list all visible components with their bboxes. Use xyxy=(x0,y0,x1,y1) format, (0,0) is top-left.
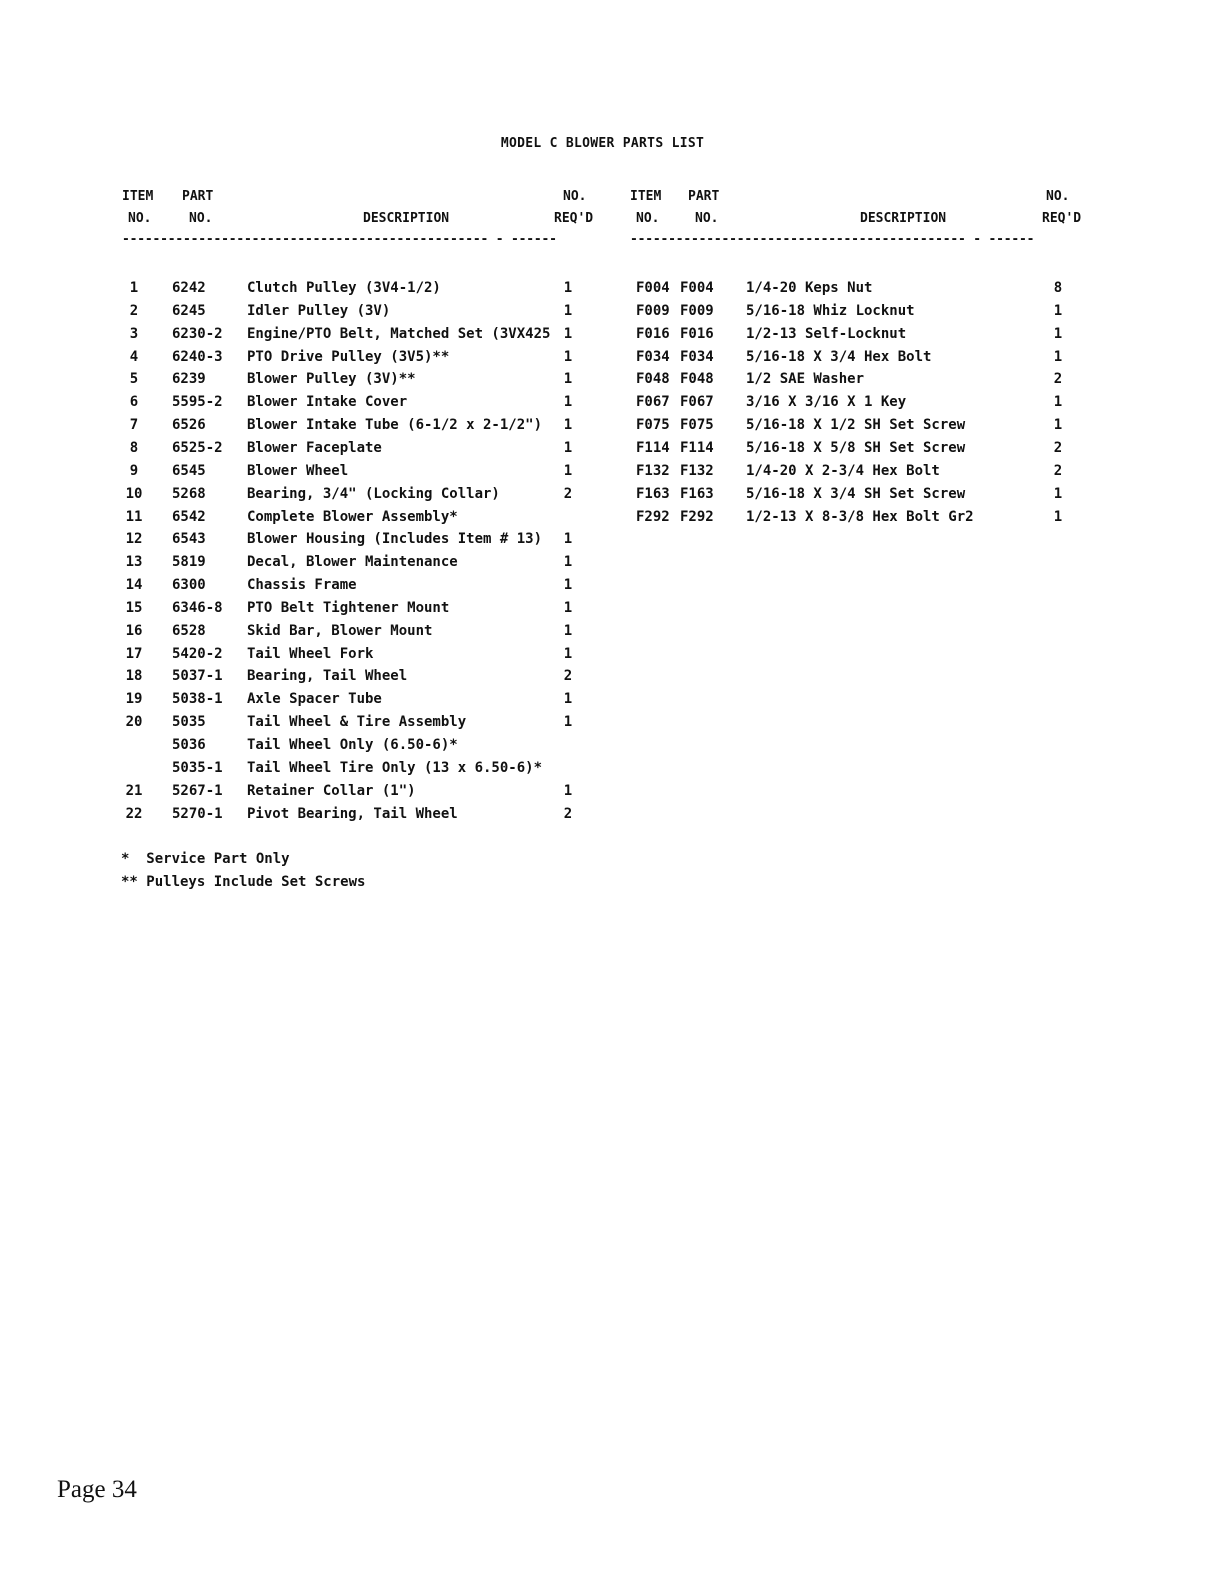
part-no-cell: F034 xyxy=(680,348,714,365)
item-no-cell: F067 xyxy=(636,394,670,411)
item-no-cell: F034 xyxy=(636,348,670,365)
description-cell: Bearing, Tail Wheel xyxy=(247,668,408,685)
part-no-cell: 5595-2 xyxy=(172,394,223,411)
description-cell: Blower Intake Cover xyxy=(247,394,408,411)
item-no-header-line1: ITEM xyxy=(122,189,154,204)
qty-cell: 1 xyxy=(563,325,573,342)
page-title: MODEL C BLOWER PARTS LIST xyxy=(500,136,705,151)
table-row xyxy=(118,780,598,803)
item-no-cell: 17 xyxy=(125,645,143,662)
qty-cell: 1 xyxy=(563,394,573,411)
part-no-cell: 5819 xyxy=(172,554,206,571)
description-cell: Chassis Frame xyxy=(247,577,357,594)
table-row xyxy=(636,391,1086,414)
description-cell: Tail Wheel Only (6.50-6)* xyxy=(247,737,458,753)
part-no-cell: 6545 xyxy=(172,462,206,479)
table-row xyxy=(118,437,598,460)
description-cell: 1/2 SAE Washer xyxy=(746,371,865,388)
description-cell: Bearing, 3/4" (Locking Collar) xyxy=(247,485,500,502)
description-cell: Pivot Bearing, Tail Wheel xyxy=(247,805,458,822)
qty-cell: 1 xyxy=(1053,485,1063,502)
qty-header-line2: REQ'D xyxy=(554,211,594,226)
footnote-pulleys: ** Pulleys Include Set Screws xyxy=(121,874,366,890)
description-cell: Skid Bar, Blower Mount xyxy=(247,622,433,639)
qty-cell: 2 xyxy=(563,805,573,822)
part-no-cell: 6526 xyxy=(172,417,206,434)
item-no-cell: 19 xyxy=(125,691,143,708)
part-no-cell: F075 xyxy=(680,417,714,434)
item-no-cell: 7 xyxy=(129,417,139,434)
table-row xyxy=(118,414,598,437)
qty-header-line1: NO. xyxy=(1046,189,1070,204)
part-no-cell: 6239 xyxy=(172,371,206,388)
part-no-cell: 5038-1 xyxy=(172,691,223,708)
qty-cell: 1 xyxy=(563,371,573,388)
qty-cell: 1 xyxy=(563,691,573,708)
table-row xyxy=(118,711,598,734)
description-cell: PTO Belt Tightener Mount xyxy=(247,599,450,616)
description-cell: 1/4-20 X 2-3/4 Hex Bolt xyxy=(746,462,940,479)
table-row xyxy=(118,391,598,414)
page-number: Page 34 xyxy=(57,1476,137,1503)
qty-cell: 1 xyxy=(563,348,573,365)
description-cell: 1/4-20 Keps Nut xyxy=(746,280,873,296)
qty-cell: 2 xyxy=(1053,462,1063,479)
item-no-cell: F292 xyxy=(636,508,670,525)
description-cell: 5/16-18 X 1/2 SH Set Screw xyxy=(746,417,966,434)
table-row xyxy=(118,688,598,711)
qty-cell: 1 xyxy=(563,462,573,479)
qty-cell: 1 xyxy=(563,280,573,296)
qty-cell: 1 xyxy=(563,531,573,548)
description-header: DESCRIPTION xyxy=(860,211,947,226)
item-no-cell: 1 xyxy=(129,280,139,296)
item-no-cell: 21 xyxy=(125,782,143,799)
description-cell: Engine/PTO Belt, Matched Set (3VX425 xyxy=(247,325,551,342)
qty-cell: 1 xyxy=(563,599,573,616)
description-header: DESCRIPTION xyxy=(363,211,450,226)
table-row xyxy=(636,506,1086,529)
description-cell: 5/16-18 X 5/8 SH Set Screw xyxy=(746,439,966,456)
qty-cell: 1 xyxy=(563,782,573,799)
table-row xyxy=(636,300,1086,323)
item-no-cell: F016 xyxy=(636,325,670,342)
part-no-header-line1: PART xyxy=(688,189,720,204)
table-row xyxy=(118,506,598,529)
part-no-cell: 6230-2 xyxy=(172,325,223,342)
item-no-cell: 11 xyxy=(125,508,143,525)
table-row xyxy=(118,551,598,574)
table-row xyxy=(118,643,598,666)
item-no-cell: F004 xyxy=(636,280,670,296)
description-cell: Blower Pulley (3V)** xyxy=(247,371,416,388)
item-no-cell: 12 xyxy=(125,531,143,548)
part-no-cell: 5035 xyxy=(172,714,206,731)
item-no-cell: 22 xyxy=(125,805,143,822)
qty-cell: 1 xyxy=(1053,302,1063,319)
description-cell: Retainer Collar (1") xyxy=(247,782,416,799)
part-no-header-line2: NO. xyxy=(189,211,213,226)
footnotes xyxy=(121,848,365,894)
qty-cell: 2 xyxy=(563,668,573,685)
table-row xyxy=(118,620,598,643)
part-no-cell: 5270-1 xyxy=(172,805,223,822)
qty-cell: 2 xyxy=(563,485,573,502)
part-no-cell: F048 xyxy=(680,371,714,388)
right-header-separator: -------------------------------------------- - ------ xyxy=(630,232,1035,247)
qty-cell: 1 xyxy=(563,302,573,319)
part-no-cell: F132 xyxy=(680,462,714,479)
table-row xyxy=(636,368,1086,391)
part-no-cell: 5036 xyxy=(172,737,206,753)
part-no-cell: 6300 xyxy=(172,577,206,594)
part-no-cell: 5420-2 xyxy=(172,645,223,662)
description-cell: Clutch Pulley (3V4-1/2) xyxy=(247,280,441,296)
table-row xyxy=(636,346,1086,369)
table-row xyxy=(118,574,598,597)
part-no-cell: F067 xyxy=(680,394,714,411)
qty-cell: 1 xyxy=(563,554,573,571)
part-no-header-line1: PART xyxy=(182,189,214,204)
part-no-cell: 6528 xyxy=(172,622,206,639)
table-row xyxy=(118,597,598,620)
part-no-cell: 5037-1 xyxy=(172,668,223,685)
item-no-header-line2: NO. xyxy=(128,211,152,226)
item-no-cell: 4 xyxy=(129,348,139,365)
description-cell: Blower Faceplate xyxy=(247,439,382,456)
table-row xyxy=(118,460,598,483)
description-cell: Tail Wheel Fork xyxy=(247,645,374,662)
item-no-cell: 16 xyxy=(125,622,143,639)
qty-cell: 1 xyxy=(1053,348,1063,365)
qty-cell: 1 xyxy=(563,622,573,639)
part-no-header-line2: NO. xyxy=(695,211,719,226)
part-no-cell: F004 xyxy=(680,280,714,296)
part-no-cell: 5268 xyxy=(172,485,206,502)
item-no-cell: F114 xyxy=(636,439,670,456)
item-no-cell: 18 xyxy=(125,668,143,685)
description-cell: 1/2-13 X 8-3/8 Hex Bolt Gr2 xyxy=(746,508,974,525)
description-cell: Decal, Blower Maintenance xyxy=(247,554,458,571)
part-no-cell: 6542 xyxy=(172,508,206,525)
qty-cell: 1 xyxy=(563,714,573,731)
description-cell: 5/16-18 X 3/4 SH Set Screw xyxy=(746,485,966,502)
part-no-cell: 6346-8 xyxy=(172,599,223,616)
table-row xyxy=(118,277,598,300)
qty-cell: 1 xyxy=(563,577,573,594)
part-no-cell: F163 xyxy=(680,485,714,502)
qty-cell: 2 xyxy=(1053,371,1063,388)
table-row xyxy=(118,757,598,780)
qty-cell: 1 xyxy=(1053,508,1063,525)
item-no-cell: 13 xyxy=(125,554,143,571)
description-cell: Blower Housing (Includes Item # 13) xyxy=(247,531,543,548)
table-row xyxy=(118,300,598,323)
qty-cell: 1 xyxy=(1053,394,1063,411)
table-row xyxy=(636,483,1086,506)
qty-header-line2: REQ'D xyxy=(1042,211,1082,226)
table-row xyxy=(118,734,598,757)
description-cell: 1/2-13 Self-Locknut xyxy=(746,325,907,342)
description-cell: PTO Drive Pulley (3V5)** xyxy=(247,348,450,365)
table-row xyxy=(636,460,1086,483)
item-no-cell: 8 xyxy=(129,439,139,456)
left-header-separator: ------------------------------------------------ - ------ xyxy=(122,232,557,247)
part-no-cell: 6543 xyxy=(172,531,206,548)
part-no-cell: F114 xyxy=(680,439,714,456)
table-row xyxy=(118,323,598,346)
item-no-cell: F132 xyxy=(636,462,670,479)
item-no-header-line1: ITEM xyxy=(630,189,662,204)
item-no-cell: F048 xyxy=(636,371,670,388)
qty-cell: 1 xyxy=(1053,417,1063,434)
qty-cell: 1 xyxy=(563,439,573,456)
item-no-cell: F163 xyxy=(636,485,670,502)
part-no-cell: 6525-2 xyxy=(172,439,223,456)
part-no-cell: 6245 xyxy=(172,302,206,319)
table-row xyxy=(118,528,598,551)
item-no-cell: 3 xyxy=(129,325,139,342)
table-row xyxy=(118,665,598,688)
description-cell: Tail Wheel & Tire Assembly xyxy=(247,714,467,731)
item-no-cell: 14 xyxy=(125,577,143,594)
table-row xyxy=(118,483,598,506)
table-row xyxy=(118,368,598,391)
qty-cell: 2 xyxy=(1053,439,1063,456)
table-row xyxy=(636,277,1086,300)
part-no-cell: 5035-1 xyxy=(172,759,223,776)
item-no-cell: F009 xyxy=(636,302,670,319)
item-no-cell: 20 xyxy=(125,714,143,731)
description-cell: Idler Pulley (3V) xyxy=(247,302,391,319)
part-no-cell: 6242 xyxy=(172,280,206,296)
footnote-service-part: * Service Part Only xyxy=(121,851,290,867)
item-no-cell: 9 xyxy=(129,462,139,479)
part-no-cell: F016 xyxy=(680,325,714,342)
description-cell: Tail Wheel Tire Only (13 x 6.50-6)* xyxy=(247,759,543,776)
item-no-cell: 15 xyxy=(125,599,143,616)
table-row xyxy=(636,323,1086,346)
part-no-cell: F292 xyxy=(680,508,714,525)
item-no-cell: 2 xyxy=(129,302,139,319)
item-no-cell: 5 xyxy=(129,371,139,388)
description-cell: 5/16-18 Whiz Locknut xyxy=(746,302,915,319)
table-row xyxy=(118,346,598,369)
description-cell: Blower Intake Tube (6-1/2 x 2-1/2") xyxy=(247,417,543,434)
item-no-header-line2: NO. xyxy=(636,211,660,226)
description-cell: 5/16-18 X 3/4 Hex Bolt xyxy=(746,348,932,365)
item-no-cell: 6 xyxy=(129,394,139,411)
description-cell: Axle Spacer Tube xyxy=(247,691,382,708)
qty-cell: 1 xyxy=(563,417,573,434)
description-cell: Blower Wheel xyxy=(247,462,349,479)
part-no-cell: 6240-3 xyxy=(172,348,223,365)
part-no-cell: F009 xyxy=(680,302,714,319)
table-row xyxy=(636,437,1086,460)
table-row xyxy=(118,803,598,826)
table-row xyxy=(636,414,1086,437)
description-cell: Complete Blower Assembly* xyxy=(247,508,458,525)
part-no-cell: 5267-1 xyxy=(172,782,223,799)
description-cell: 3/16 X 3/16 X 1 Key xyxy=(746,394,907,411)
qty-cell: 8 xyxy=(1053,280,1063,296)
qty-cell: 1 xyxy=(1053,325,1063,342)
item-no-cell: F075 xyxy=(636,417,670,434)
item-no-cell: 10 xyxy=(125,485,143,502)
qty-header-line1: NO. xyxy=(563,189,587,204)
qty-cell: 1 xyxy=(563,645,573,662)
